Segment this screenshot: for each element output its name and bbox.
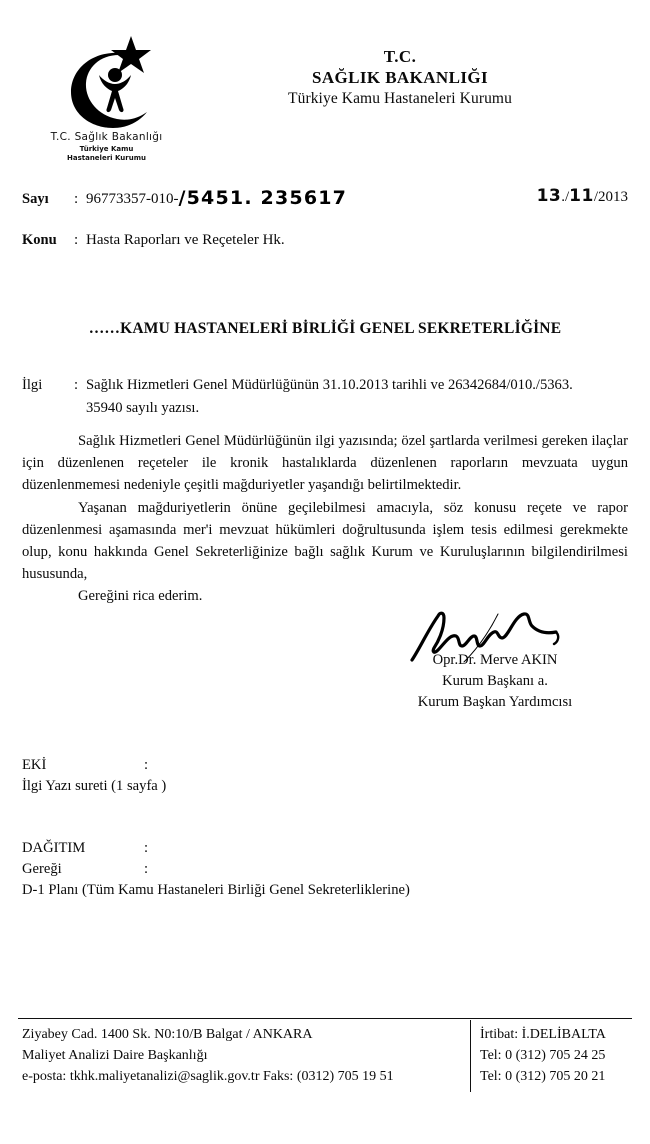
footer-email-fax-line: e-posta: tkhk.maliyetanalizi@saglik.gov.tr Faks: (0312) 705 19 51 bbox=[22, 1069, 394, 1084]
body-paragraph-1: Sağlık Hizmetleri Genel Müdürlüğünün ilgi yazısında; özel şartlarda verilmesi gereken ilaçlar için düzenlenen reçeteler ile kronik hastalıklarda düzenlenen raporların mevzuata uygun düzenlenmemesi nedeniyle çeşitli mağduriyetler yaşandığı belirtilmektedir. bbox=[22, 433, 628, 494]
konu-value: Hasta Raporları ve Reçeteler Hk. bbox=[86, 232, 285, 248]
footer-divider-vertical bbox=[470, 1020, 471, 1092]
signer-role-line1: Kurum Başkanı a. bbox=[442, 673, 548, 690]
body-paragraph-2: Yaşanan mağduriyetlerin önüne geçilebilmesi amacıyla, söz konusu reçete ve rapor düzenlenmesi aşamasında mer'i mevzuat hükümleri doğrultusunda işlem tesis edilmesi gerekmekte olup, konu hakkında Genel Sekreterliğinize bağlı sağlık Kurum ve Kuruluşlarının bilgilendirilmesi hususunda, bbox=[22, 499, 628, 583]
konu-colon: : bbox=[74, 232, 79, 248]
document-title-block bbox=[190, 46, 610, 110]
distribution-item: D-1 Planı (Tüm Kamu Hastaneleri Birliği Genel Sekreterliklerine) bbox=[22, 882, 410, 898]
sayi-value: 96773357-010- bbox=[86, 191, 179, 207]
reference-block bbox=[22, 374, 628, 419]
footer-phone-1: Tel: 0 (312) 705 24 25 bbox=[480, 1048, 606, 1063]
body-paragraph-3: Gereğini rica ederim. bbox=[78, 588, 203, 605]
attachments-item: İlgi Yazı sureti (1 sayfa ) bbox=[22, 778, 167, 794]
logo-caption-main: T.C. Sağlık Bakanlığı bbox=[50, 131, 163, 143]
logo-caption-sub bbox=[24, 145, 189, 164]
document-footer bbox=[18, 1024, 632, 1104]
attachments-block bbox=[22, 755, 442, 798]
sayi-handwritten-value: /5451. 235617 bbox=[178, 187, 348, 209]
footer-divider-horizontal bbox=[18, 1018, 632, 1019]
footer-contact-person: İrtibat: İ.DELİBALTA bbox=[480, 1027, 606, 1042]
konu-label: Konu bbox=[22, 232, 57, 248]
signature-block bbox=[360, 608, 630, 713]
distribution-colon: : bbox=[144, 840, 149, 856]
footer-address-block bbox=[22, 1024, 462, 1087]
signer-name: Opr.Dr. Merve AKIN bbox=[432, 652, 558, 668]
document-meta bbox=[22, 186, 628, 249]
ilgi-line1: Sağlık Hizmetleri Genel Müdürlüğünün 31.10.2013 tarihli ve 26342684/010./5363. bbox=[86, 377, 573, 393]
distribution-header-row bbox=[22, 838, 582, 859]
tc-saglik-bakanligi-crescent-star-logo bbox=[55, 34, 159, 130]
logo-caption-sub-line2: Hastaneleri Kurumu bbox=[67, 154, 146, 163]
sayi-label: Sayı bbox=[22, 191, 49, 207]
title-ministry: SAĞLIK BAKANLIĞI bbox=[312, 68, 488, 88]
ilgi-line2: 35940 sayılı yazısı. bbox=[86, 399, 200, 416]
distribution-block bbox=[22, 838, 582, 902]
sayi-colon: : bbox=[74, 191, 79, 207]
sayi-row bbox=[22, 186, 628, 216]
date-day: 13 bbox=[536, 186, 562, 206]
footer-phone-2: Tel: 0 (312) 705 20 21 bbox=[480, 1069, 606, 1084]
distribution-label: DAĞITIM bbox=[22, 840, 86, 856]
date-year: /2013 bbox=[593, 189, 628, 205]
document-date bbox=[537, 186, 628, 206]
date-separator-1: ./ bbox=[561, 189, 570, 205]
title-institution: Türkiye Kamu Hastaneleri Kurumu bbox=[288, 90, 512, 108]
attachments-label: EKİ bbox=[22, 757, 47, 773]
attachments-colon: : bbox=[144, 757, 149, 773]
ilgi-label: İlgi bbox=[22, 377, 43, 393]
distribution-sub-colon: : bbox=[144, 861, 149, 877]
distribution-subheader-row bbox=[22, 859, 582, 880]
ilgi-colon: : bbox=[74, 377, 79, 393]
attachments-header-row bbox=[22, 755, 442, 776]
document-header bbox=[0, 34, 650, 174]
konu-row bbox=[22, 232, 628, 249]
document-body bbox=[22, 430, 628, 607]
signer-role-line2: Kurum Başkan Yardımcısı bbox=[417, 694, 573, 711]
footer-contact-block bbox=[480, 1024, 630, 1087]
footer-address-line1: Ziyabey Cad. 1400 Sk. N0:10/B Balgat / ANKARA bbox=[22, 1027, 313, 1042]
handwritten-signature-icon bbox=[360, 608, 630, 656]
title-republic: T.C. bbox=[383, 47, 417, 66]
addressee-line: ……KAMU HASTANELERİ BİRLİĞİ GENEL SEKRETERLİĞİNE bbox=[88, 320, 562, 337]
date-month: 11 bbox=[569, 186, 594, 206]
distribution-sub-label: Gereği bbox=[22, 861, 62, 877]
ministry-logo-block bbox=[24, 34, 189, 164]
logo-caption-sub-line1: Türkiye Kamu bbox=[79, 145, 134, 153]
footer-address-line2: Maliyet Analizi Daire Başkanlığı bbox=[22, 1048, 208, 1063]
